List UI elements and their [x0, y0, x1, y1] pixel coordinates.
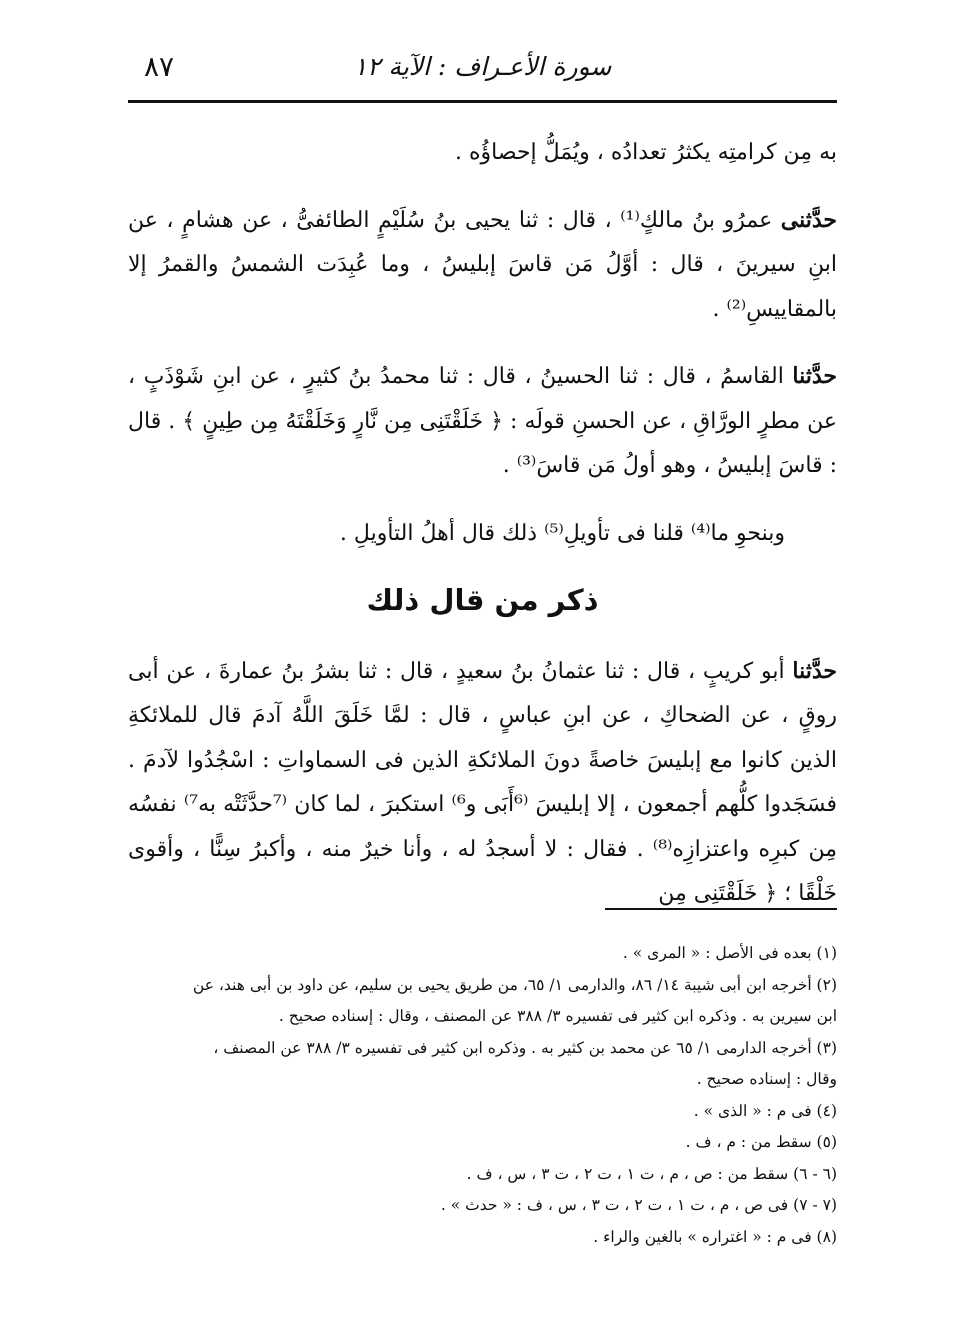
footnotes — [128, 938, 837, 1253]
footnote-4 — [128, 1096, 837, 1128]
paragraph-text: وبنحوِ ما⁽⁴⁾ قلنا فى تأويلِ⁽⁵⁾ ذلك قال أهلُ التأويلِ . — [339, 520, 785, 546]
footnote-7 — [128, 1190, 837, 1222]
paragraph-5 — [128, 649, 837, 917]
footnote-line: (٤) فى م : « الذى » . — [693, 1101, 837, 1120]
footnote-8 — [128, 1222, 837, 1254]
main-text — [128, 130, 837, 939]
footnote-divider — [605, 908, 837, 910]
paragraph-lead: حدَّثنا — [792, 657, 837, 684]
running-title: سورة الأعـراف : الآية ١٢ — [353, 52, 612, 81]
page-header — [128, 44, 837, 103]
footnote-line: (١) بعده فى الأصل : « المرى » . — [622, 944, 837, 962]
footnote-line: وقال : إسناده صحيح . — [696, 1070, 837, 1088]
paragraph-4 — [128, 511, 837, 557]
footnote-line: ابن سيرين به . وذكره ابن كثير فى تفسيره ٣/ ٣٨٨ عن المصنف ، وقال : إسناده صحيح . — [278, 1007, 837, 1025]
footnote-line: (٢) أخرجه ابن أبى شيبة ١٤/ ٨٦، والدارمى ١/ ٦٥، من طريق يحيى بن سليم، عن داود بن أبى هند، عن — [192, 975, 837, 994]
paragraph-2 — [128, 198, 837, 333]
footnote-3 — [128, 1033, 837, 1096]
paragraph-text: القاسمُ ، قال : ثنا الحسينُ ، قال : ثنا محمدُ بنُ كثيرٍ ، عن ابنِ شَوْذَبٍ ، عن مطرٍ الورَّاقِ ، عن الحسنِ قولَه : ﴿ خَلَقْتَنِى مِن نَّارٍ وَخَلَقْتَهُ مِن طِينٍ ﴾ . قال : قاسَ إبليسُ ، وهو أولُ مَن قاسَ⁽³⁾ . — [128, 364, 837, 478]
paragraph-3 — [128, 354, 837, 489]
paragraph-text: به مِن كرامتِه يكثرُ تعدادُه ، ويُمَلُّ إحصاؤُه . — [455, 140, 837, 165]
paragraph-text: عمرُو بنُ مالكٍ⁽¹⁾ ، قال : ثنا يحيى بنُ سُلَيْمٍ الطائفىُّ ، عن هشامٍ ، عن ابنِ سيرينَ ، قال : أوَّلُ مَن قاسَ إبليسُ ، وما عُبِدَت الشمسُ والقمرُ إلا بالمقاييسِ⁽²⁾ . — [128, 207, 837, 322]
paragraph-text: أبو كريبٍ ، قال : ثنا عثمانُ بنُ سعيدٍ ، قال : ثنا بشرُ بنُ عمارةَ ، عن أبى روقٍ ، عن الضحاكِ ، عن ابنِ عباسٍ ، قال : لمَّا خَلَقَ اللَّهُ آدمَ قال للملائكةِ الذين كانوا مع إبليسَ خاصةً دونَ الملائكةِ الذين فى السماواتِ : اسْجُدُوا لآدمَ . فسَجَدوا كلُّهم أجمعون ، إلا إبليسَ ⁽⁶أَبَى و⁶⁾ استكبرَ ، لما كان ⁽⁷حدَّثَتْه به⁷⁾ نفسُه مِن كبرِه واعتزازِه⁽⁸⁾ . فقال : لا أسجدُ له ، وأنا خيرٌ منه ، وأكبرُ سِنًّا ، وأقوى خَلْقًا ؛ ﴿ خَلَقْتَنِى مِن — [128, 658, 837, 906]
page-number: ٨٧ — [144, 50, 175, 83]
footnote-1 — [128, 938, 837, 970]
footnote-6 — [128, 1159, 837, 1191]
paragraph-lead: حدَّثنى — [780, 206, 837, 233]
footnote-line: (٣) أخرجه الدارمى ١/ ٦٥ عن محمد بن كثير به . وذكره ابن كثير فى تفسيره ٣/ ٣٨٨ عن المصنف ، — [213, 1038, 837, 1057]
paragraph-1 — [128, 130, 837, 176]
footnote-line: (٦ - ٦) سقط من : ص ، م ، ت ١ ، ت ٢ ، ت ٣ ، س ، ف . — [466, 1164, 837, 1183]
footnote-line: (٧ - ٧) فى ص ، م ، ت ١ ، ت ٢ ، ت ٣ ، س ، ف : « حدث » . — [440, 1196, 837, 1214]
section-heading: ذكر من قال ذلك — [366, 583, 599, 617]
footnote-2 — [128, 970, 837, 1033]
footnote-line: (٨) فى م : « اغتراره » بالغين والراء . — [593, 1227, 837, 1246]
footnote-5 — [128, 1127, 837, 1159]
footnote-line: (٥) سقط من : م ، ف . — [685, 1133, 837, 1151]
paragraph-lead: حدَّثنا — [792, 363, 837, 389]
